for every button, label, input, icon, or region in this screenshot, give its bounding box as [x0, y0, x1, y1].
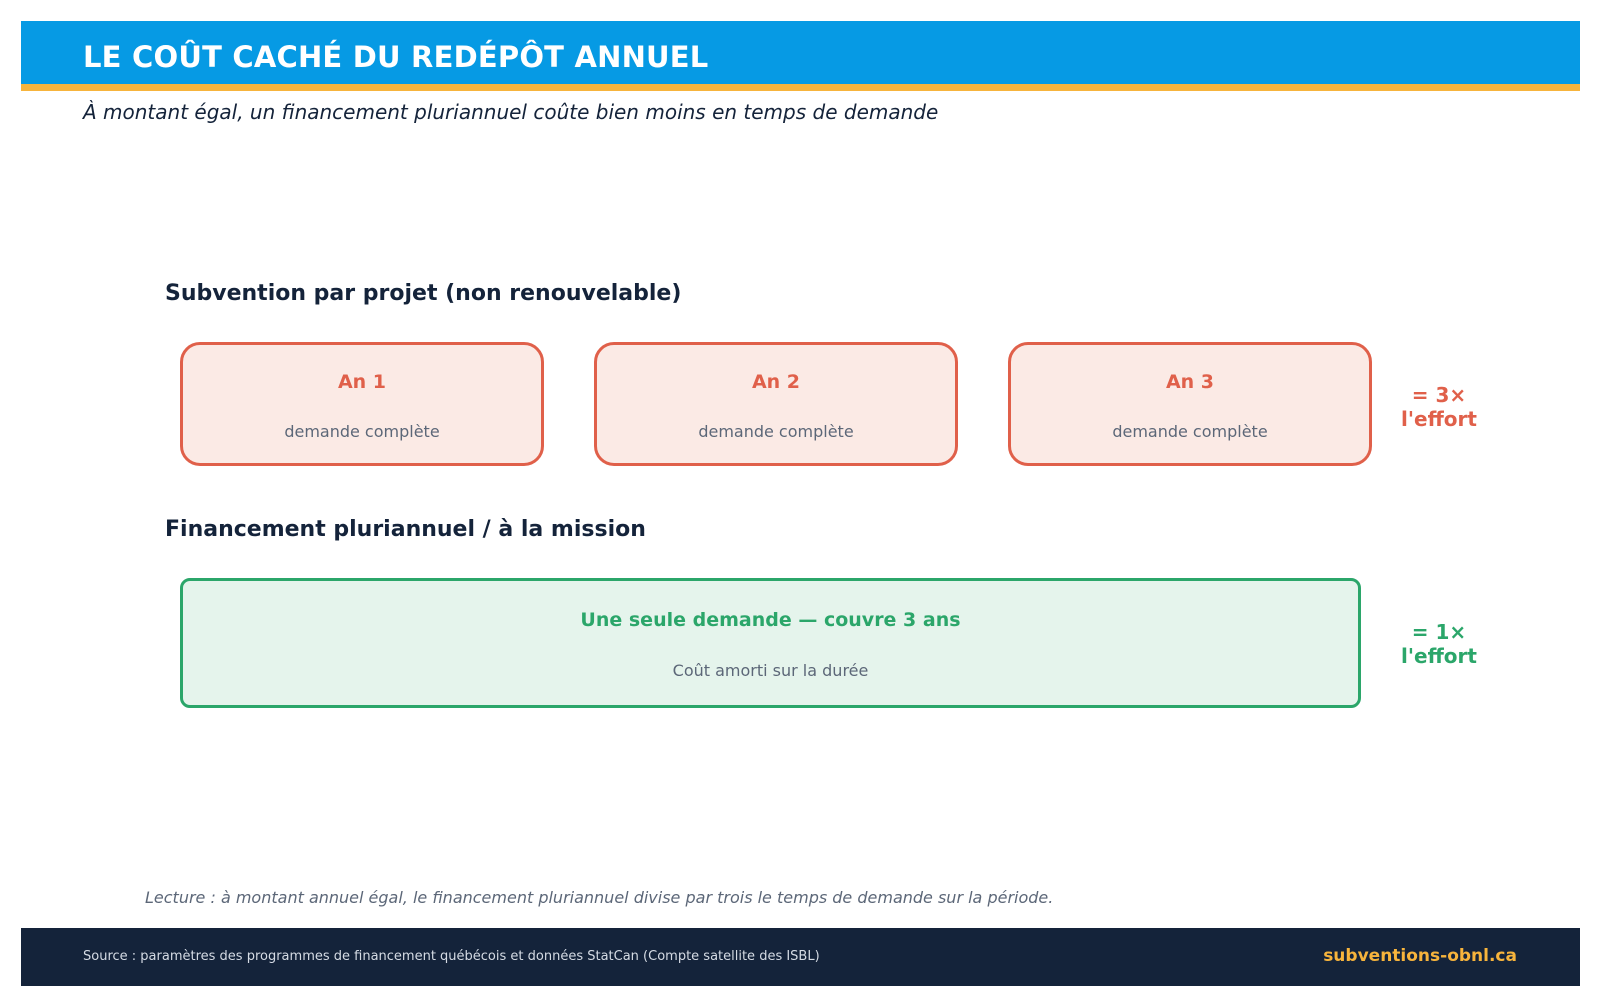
footer-source: Source : paramètres des programmes de financement québécois et données StatCan (Compte satellite des ISBL) [83, 949, 820, 964]
multiyear-box [180, 578, 1361, 708]
reading-note: Lecture : à montant annuel égal, le financement pluriannuel divise par trois le temps de demande sur la période. [145, 888, 1054, 907]
project-section-heading: Subvention par projet (non renouvelable) [165, 281, 682, 306]
year-label: An 1 [337, 371, 387, 393]
header-accent-stripe [21, 84, 1580, 91]
year-sublabel: demande complète [284, 422, 440, 441]
multiyear-box-title: Une seule demande — couvre 3 ans [580, 609, 961, 631]
year-label: An 2 [751, 371, 801, 393]
year-sublabel: demande complète [698, 422, 854, 441]
effort-word: l'effort [1401, 644, 1477, 668]
year-box-2 [594, 342, 958, 466]
multiyear-box-sublabel: Coût amorti sur la durée [672, 661, 869, 680]
footer-bar [21, 928, 1580, 986]
effort-multiplier: = 1× [1411, 620, 1467, 644]
project-effort-label [1384, 383, 1494, 431]
multi-effort-label [1384, 620, 1494, 668]
page-title: LE COÛT CACHÉ DU REDÉPÔT ANNUEL [83, 40, 709, 74]
year-sublabel: demande complète [1112, 422, 1268, 441]
year-label: An 3 [1165, 371, 1215, 393]
multi-section-heading: Financement pluriannuel / à la mission [165, 517, 646, 542]
effort-word: l'effort [1401, 407, 1477, 431]
year-box-1 [180, 342, 544, 466]
footer-site-link[interactable]: subventions-obnl.ca [1323, 946, 1517, 966]
effort-multiplier: = 3× [1411, 383, 1467, 407]
year-box-3 [1008, 342, 1372, 466]
page-subtitle: À montant égal, un financement pluriannuel coûte bien moins en temps de demande [83, 100, 939, 124]
